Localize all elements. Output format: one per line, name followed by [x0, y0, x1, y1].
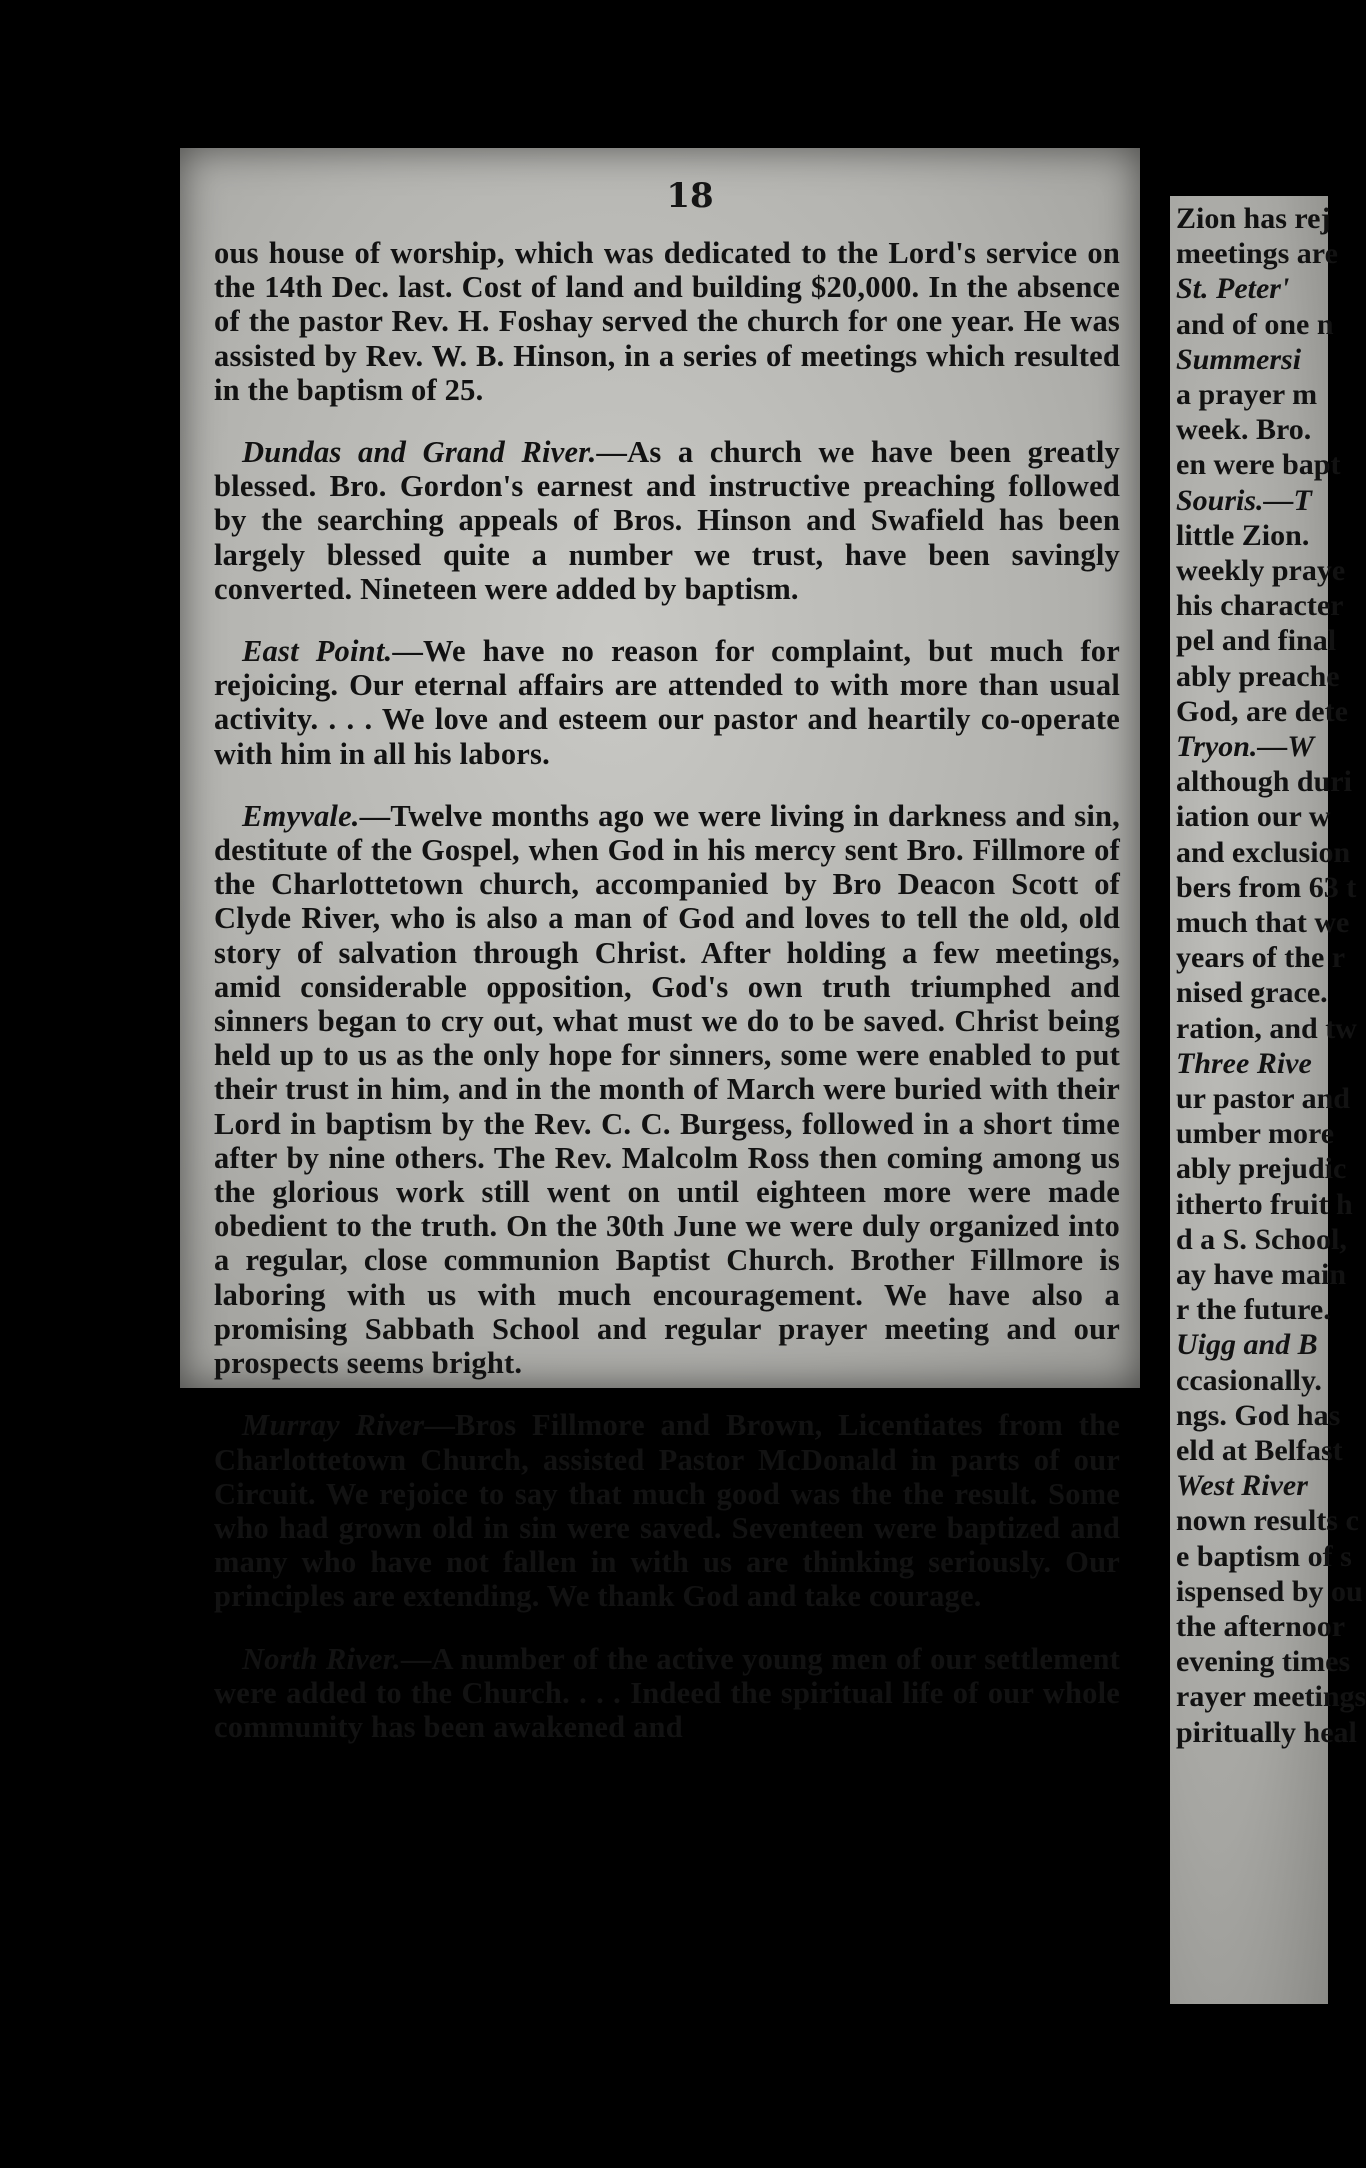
- adjacent-page-line: West River: [1176, 1469, 1308, 1503]
- adjacent-page-line: and of one n: [1176, 307, 1334, 341]
- adjacent-page-line: umber more: [1176, 1117, 1335, 1151]
- adjacent-page-line: nown results c: [1176, 1504, 1359, 1538]
- adjacent-page-line: rayer meetings: [1176, 1680, 1366, 1714]
- adjacent-page-line: little Zion.: [1176, 518, 1310, 552]
- paragraph-text: —We have no reason for complaint, but much for rejoicing. Our eternal affairs are attended to with more than usual activity. . . . We love and esteem our pastor and heartily co-operate with him in all his labors.: [214, 634, 1120, 771]
- adjacent-page-line: and exclusion: [1176, 835, 1351, 869]
- adjacent-page-line: d a S. School,: [1176, 1222, 1347, 1256]
- adjacent-page-line: bers from 63 t: [1176, 870, 1357, 904]
- paragraph-emyvale: [214, 799, 1120, 1380]
- adjacent-page-line: much that we: [1176, 906, 1350, 939]
- paragraph-dundas: [214, 435, 1120, 606]
- adjacent-page-line: ur pastor and: [1176, 1082, 1350, 1115]
- paragraph-north-river: [214, 1642, 1120, 1745]
- adjacent-page-line: Three Rive: [1176, 1046, 1312, 1080]
- adjacent-page-line: Summersi: [1176, 342, 1302, 376]
- adjacent-page-line: weekly praye: [1176, 554, 1346, 587]
- paragraph-heading: Dundas and Grand River.: [242, 435, 597, 470]
- adjacent-page-strip: [1170, 196, 1366, 2004]
- paragraph-heading: North River.: [242, 1641, 401, 1676]
- adjacent-page-line: Uigg and B: [1176, 1328, 1318, 1362]
- paragraph-opening: [214, 236, 1120, 407]
- adjacent-page-line: Zion has rej: [1176, 202, 1331, 235]
- paragraph-text: —Twelve months ago we were living in darkness and sin, destitute of the Gospel, when God in his mercy sent Bro. Fillmore of the Charlottetown church, accompanied by Bro Deacon Scott of Clyde River, who is also a man of God and loves to tell the old, old story of salvation through Christ. After holding a few meetings, amid considerable opposition, God's own truth triumphed and sinners began to cry out, what must we do to be saved. Christ being held up to us as the only hope for sinners, some were enabled to put their trust in him, and in the month of March were buried with their Lord in baptism by the Rev. C. C. Burgess, followed in a short time after by nine others. The Rev. Malcolm Ross then coming among us the glorious work still went on until eighteen more were made obedient to the truth. On the 30th June we were duly organized into a regular, close communion Baptist Church. Brother Fillmore is laboring with us with much encouragement. We have also a promising Sabbath School and regular prayer meeting and our prospects seems bright.: [214, 798, 1120, 1381]
- paragraph-text: —As a church we have been greatly blessed. Bro. Gordon's earnest and instructive preaching followed by the searching appeals of Bros. Hinson and Swafield has been largely blessed quite a number we trust, have been savingly converted. Nineteen were added by baptism.: [214, 435, 1120, 606]
- text-column: [214, 236, 1120, 1744]
- adjacent-page-line: nised grace.: [1176, 976, 1328, 1010]
- adjacent-page-line: week. Bro.: [1176, 413, 1312, 447]
- page-gutter: [1140, 148, 1170, 2168]
- paragraph-text: —A number of the active young men of our settlement were added to the Church. . . . Indeed the spiritual life of our whole community has been awakened and: [214, 1641, 1120, 1744]
- adjacent-page-line: ccasionally.: [1176, 1363, 1322, 1397]
- paragraph-text: ous house of worship, which was dedicated to the Lord's service on the 14th Dec. last. Cost of land and building $20,000. In the absence of the pastor Rev. H. Foshay served the church for one year. He was assisted by Rev. W. B. Hinson, in a series of meetings which resulted in the baptism of 25.: [214, 236, 1120, 407]
- paragraph-heading: Murray River: [242, 1408, 425, 1443]
- adjacent-page-line: the afternoor: [1176, 1610, 1346, 1643]
- adjacent-page-line: r the future.: [1176, 1293, 1331, 1327]
- adjacent-page-line: itherto fruit h: [1176, 1187, 1353, 1221]
- paragraph-heading: Emyvale.: [242, 798, 360, 833]
- paragraph-heading: East Point.: [242, 634, 393, 669]
- adjacent-page-line: pel and final: [1176, 624, 1337, 658]
- adjacent-page-line: iation our w: [1176, 800, 1331, 834]
- adjacent-page-line: Souris.—T: [1176, 483, 1312, 517]
- adjacent-page-line: Tryon.—W: [1176, 730, 1315, 763]
- adjacent-page-line: meetings are: [1176, 237, 1338, 271]
- adjacent-page-line: ably preache: [1176, 659, 1340, 693]
- adjacent-page-line: evening times: [1176, 1645, 1351, 1679]
- adjacent-page-line: en were bapt: [1176, 448, 1341, 482]
- page-18: [180, 148, 1140, 1744]
- paragraph-murray-river: [214, 1408, 1120, 1613]
- paragraph-text: —Bros Fillmore and Brown, Licentiates from the Charlottetown Church, assisted Pastor McDonald in parts of our Circuit. We rejoice to say that much good was the the result. Some who had grown old in sin were saved. Seventeen were baptized and many who have not fallen in with us are thinking seriously. Our principles are extending. We thank God and take courage.: [214, 1408, 1120, 1614]
- adjacent-page-line: ngs. God has: [1176, 1398, 1341, 1432]
- adjacent-page-line: ay have main: [1176, 1258, 1347, 1291]
- paragraph-east-point: [214, 634, 1120, 771]
- adjacent-page-line: piritually heal: [1176, 1715, 1357, 1749]
- adjacent-page-line: eld at Belfast: [1176, 1434, 1343, 1467]
- adjacent-page-line: e baptism of s: [1176, 1539, 1352, 1573]
- adjacent-page-line: years of the r: [1176, 941, 1346, 975]
- page-number: 18: [666, 176, 714, 216]
- adjacent-page-line: his character: [1176, 589, 1344, 623]
- adjacent-page-line: a prayer m: [1176, 378, 1318, 411]
- adjacent-page-line: ispensed by ou: [1176, 1574, 1363, 1608]
- adjacent-page-line: ration, and tw: [1176, 1011, 1357, 1045]
- adjacent-page-line: ably prejudic: [1176, 1152, 1347, 1186]
- adjacent-page-line: St. Peter': [1176, 272, 1290, 306]
- adjacent-page-line: although duri: [1176, 765, 1352, 799]
- adjacent-page-line: God, are dete: [1176, 694, 1348, 728]
